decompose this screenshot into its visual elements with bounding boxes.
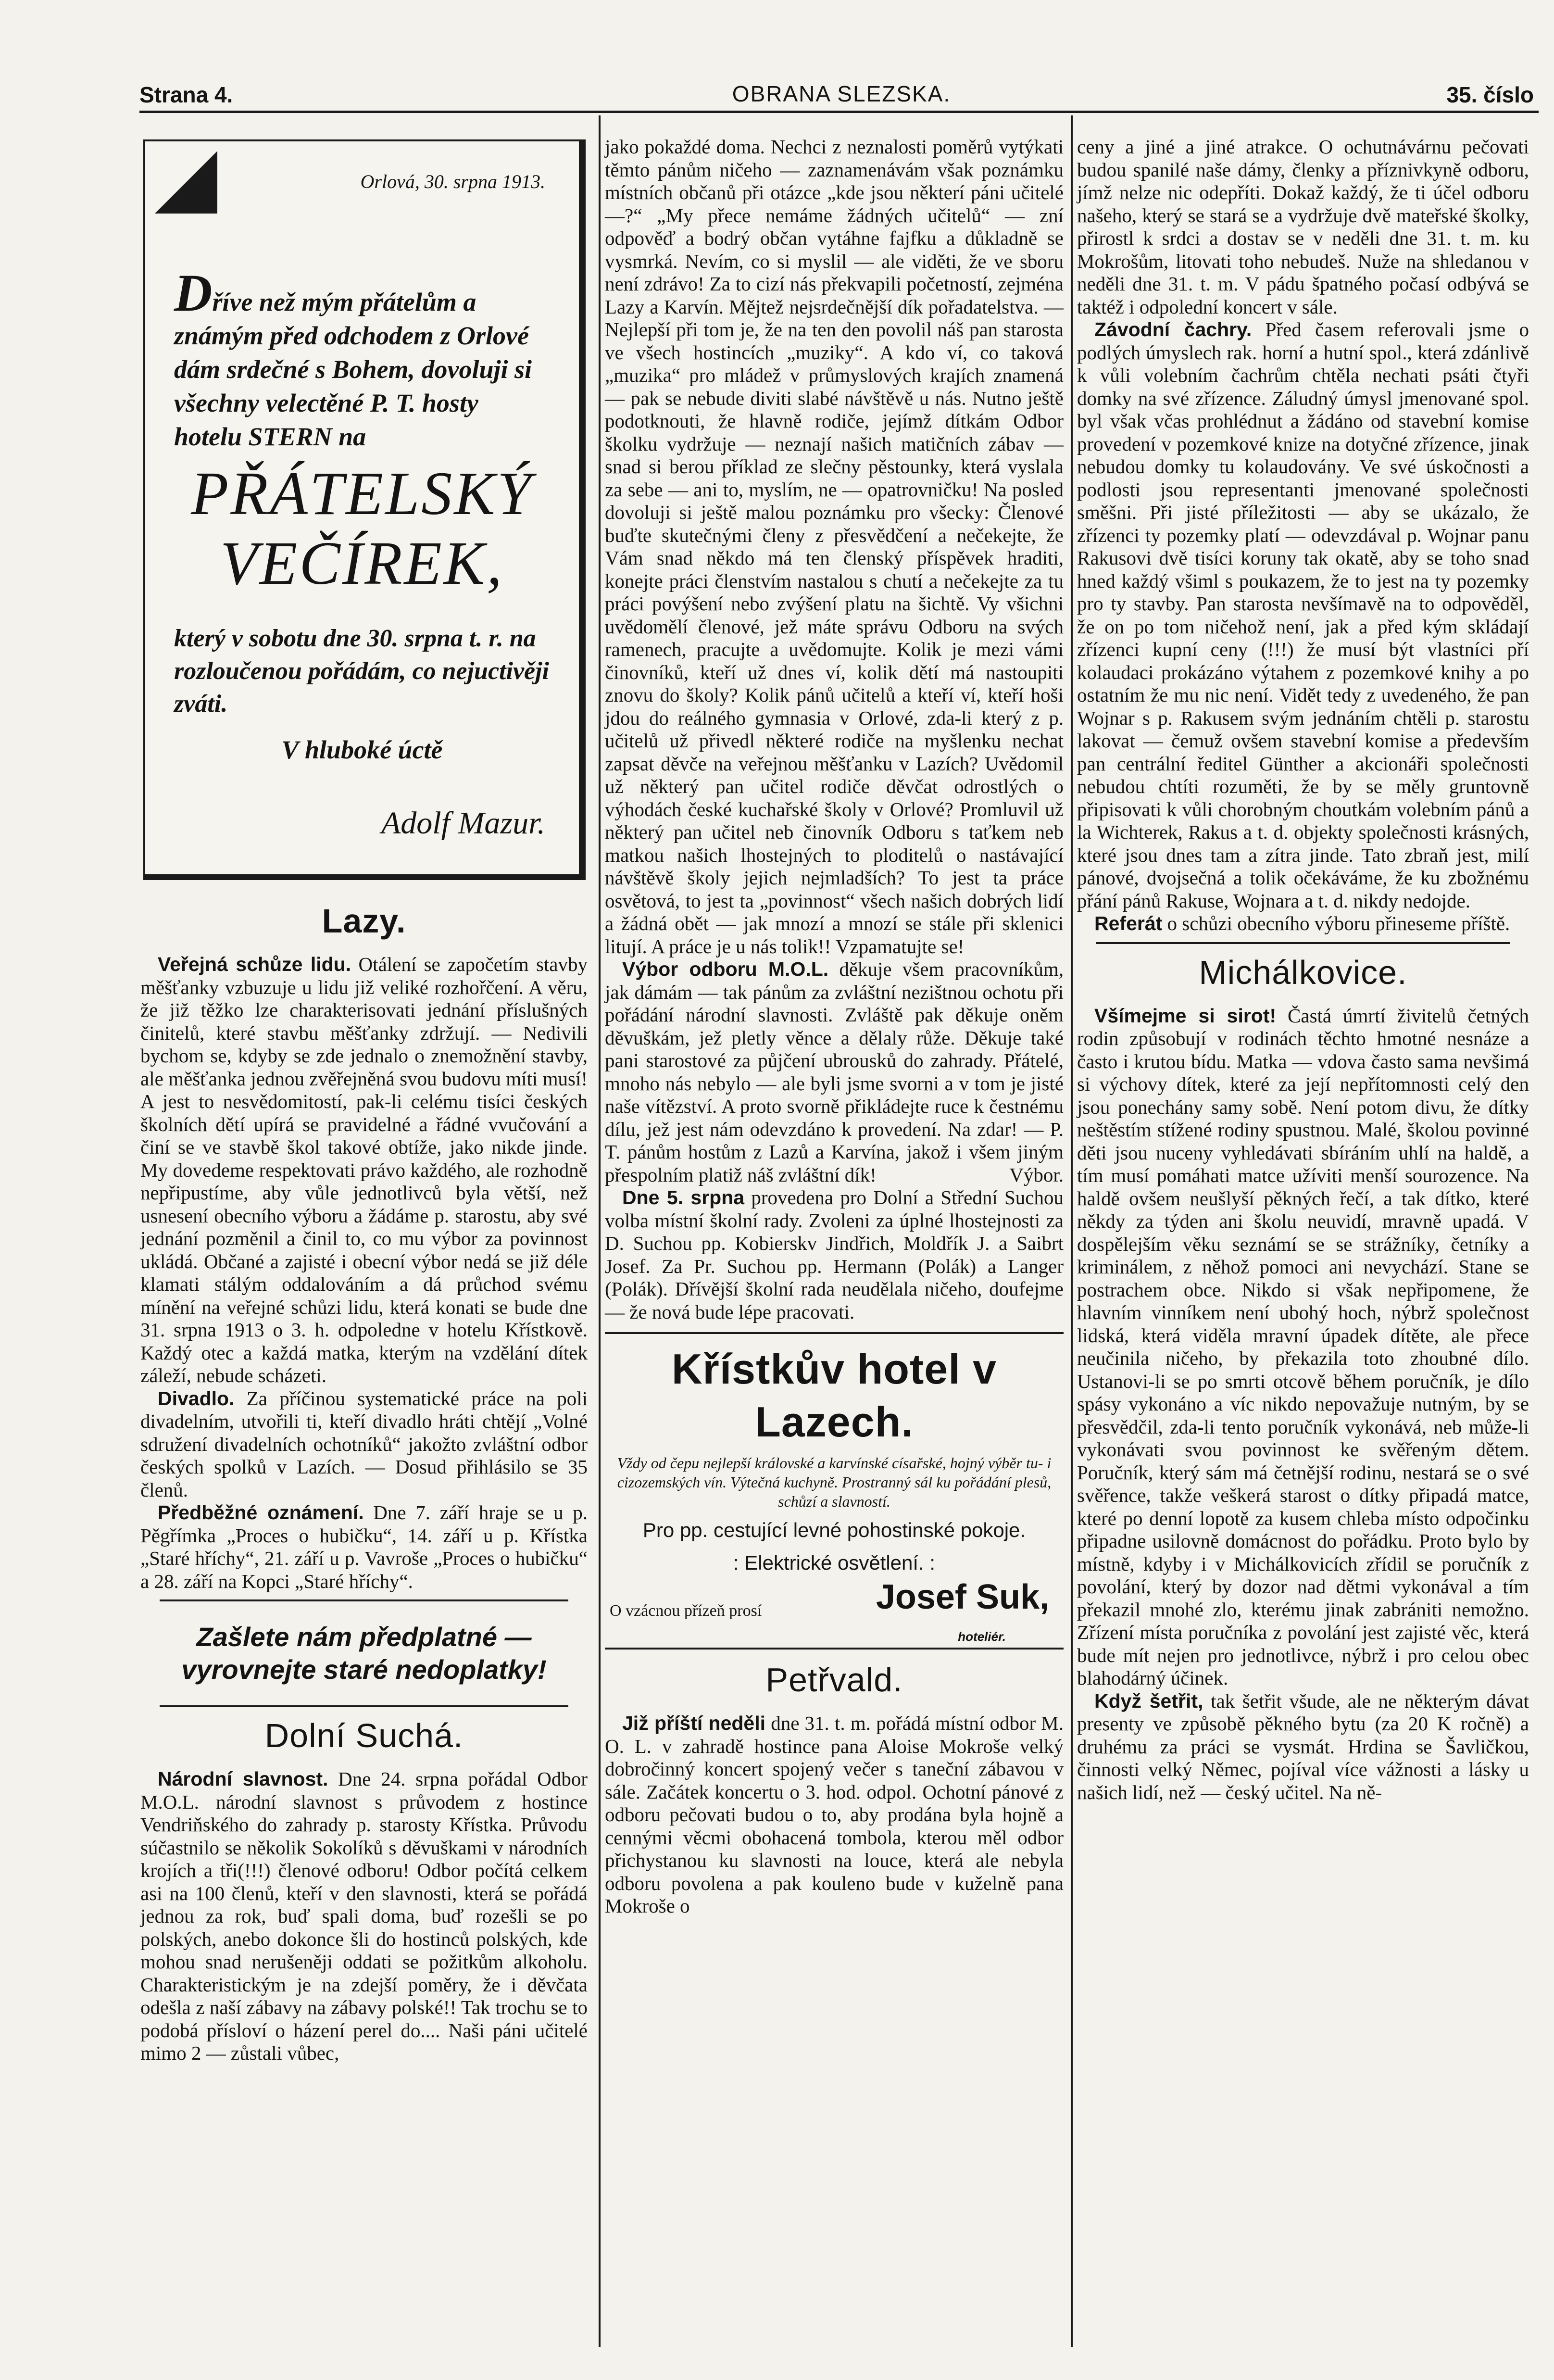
notice-body: který v sobotu dne 30. srpna t. r. na rozloučenou pořádám, co nejuctivěji zváti. xyxy=(174,625,549,718)
text-dolni-slavnost: Dne 24. srpna pořádal Odbor M.O.L. národní slavnost s průvodem z hostince Vendriňského do zahrady p. starosty Křístka. Průvodu súčastnilo se několik Sokolíků s děvuškami v národních krojích a tři(!!!) členové odboru! Odbor počítá celkem asi na 100 členů, kteří v den slavnosti, která se pořádá jednou za rok, buď spali doma, buď rozešli se po polských, anebo dokonce šli do hostinců polských, kde mohou snad nerušeněji oddati se požitkům alkoholu. Charakteristickým je na zdejší poměry, že i děvčata odešla z naší zábavy na zábavy polské!! Tak trochu se to podobá přísloví o házení perel do.... Naši páni učitelé mimo 2 — zůstali vůbec, xyxy=(140,1768,588,2064)
paragraph-vybor-odboru xyxy=(605,958,1064,1186)
paragraph-lazy-divadlo xyxy=(140,1387,588,1502)
lead-lazy-schuze: Veřejná schůze lidu. xyxy=(158,953,351,975)
corner-ornament xyxy=(155,151,217,214)
hotel-rooms: Pro pp. cestující levné pohostinské pokoje. xyxy=(642,1519,1026,1541)
hotel-lighting: : Elektrické osvětlení. : xyxy=(733,1551,936,1574)
page-number: Strana 4. xyxy=(139,82,233,107)
header-rule xyxy=(139,111,1539,113)
lead-volba: Dne 5. srpna xyxy=(622,1186,745,1209)
paragraph-zavodni-cachry xyxy=(1077,318,1529,912)
divider xyxy=(1096,942,1510,944)
text-referat: o schůzi obecního výboru přineseme příště. xyxy=(1167,912,1510,934)
text-volba: provedena pro Dolní a Střední Suchou volba místní školní rady. Zvoleni za úplné lhostejnosti za D. Suchou pp. Kobierskv Jindřich, Moldřík J. a Saibrt Josef. Za Pr. Suchou pp. Hermann (Polák) a Langer (Polák). Dřívější školní rada neudělala ničeho, doufejme — že nová bude lépe pracovati. xyxy=(605,1186,1064,1323)
notice-title-line2: VEČÍREK, xyxy=(220,529,504,597)
text-siroty: Častá úmrtí živitelů četných rodin způsobují v rodinách těchto hmotné nesnáze a často i krutou bídu. Matka — vdova často sama nevšimá si výchovy dítek, které za její nepřítomnosti celý den jsou ponechány samy sobě. Není potom divu, že dítky neštěstím stížené rodiny spustnou. Malé, školou povinné děti jsou nuceny vyhledávati sbíráním uhlí na haldě, a tím musí pomáhati matce užíviti menší sourozence. Na haldě ovšem neušlyší pěkných řečí, a tak dítko, které někdy za týden ani školu neuvidí, mravně upadá. V dospělejším věku seznámí se se strážníky, četníky a kriminálem, z něhož pomoci ani nevychází. Stane se postrachem obce. Nikdo si však nepřipomene, že hlavním vinníkem není ubohý hoch, nýbrž společnost lidská, která viděla mravní úpadek dítěte, ale přece neučinila ničeho, by překazila toto zhoubné dílo. Ustanovi-li se po smrti otcově během poručník, je dílo spásy vykonáno a víc nikdo nepovažuje nutným, by se přesvědčil, zda-li tento poručník vykonává, neb může-li vykonávati svou povinnost ke svěřeným dětem. Poručník, který sám má četnější rodinu, nestará se o své svěřence, takže veškerá starost o dítky připadá matce, které po denní lopotě za kusem chleba místo odpočinku připadne usilovně domácnost do pořádku. Proto bylo by místně, kdyby i v Michálkovicích zřídil se poručník z povolání, který by dozor nad dětmi vykonával a tím překazil mnohé zlo, kterému jinak zabrániti nemožno. Zřízení místa poručníka z povolání jest zajisté věc, která bude mít nejen pro jednotlivce, nýbrž i pro celou obec blahodárný účinek. xyxy=(1077,1004,1529,1689)
paragraph-siroty xyxy=(1077,1005,1529,1690)
paragraph-referat xyxy=(1077,912,1529,935)
page-header xyxy=(139,72,1543,111)
hotel-role: hoteliér. xyxy=(958,1629,1006,1644)
paragraph-continuation: jako pokaždé doma. Nechci z neznalosti poměrů vytýkati těmto pánům ničeho — zaznamenávám však poznámku místních občanů při otázce „kde jsou některí páni učitelé —?“ „My přece nemáme žádných učitelů“ — zní odpověď a bodrý občan vytáhne fajfku a důkladně se vysmrká. Nevím, co si myslil — ale viděti, že ve sboru není zdrávo! Za to cizí nás překvapili početností, zejména Lazy a Karvín. Mějtež nejsrdečnější dík pořadatelstva. — Nejlepší při tom je, že na ten den povolil náš pan starosta ve všech hostincích „muziky“. A kdo ví, co taková „muzika“ pro mládež v průmyslových krajích znamená — pak se nebude diviti slabé návštěvě u nás. Nutno ještě podotknouti, že hlavně rodiče, jejímž dítkám Odbor školku vydržuje — neznají našich matičních zábav — snad si berou příklad ze slečny pěstounky, která vyslala za sebe — ani to, myslím, ne — opatrovničku! Na posled dovoluji si ještě malou poznámku pro všecky: Členové buďte skutečnými členy z přesvědčení a nečekejte, že Vám snad někdo má ten členský příspěvek hraditi, konejte práci členstvím nastalou s chutí a nečekejte za tu práci povýšení nebo zvýšení platu na šichtě. Vy všichni uvědomělí členové, jež máte správu Odboru na svých ramenech, pracujte a uvědomujte. Kolik je mezi vámi činovníků, kteří už dnes ví, kolik dětí má nastoupiti znovu do školy? Kolik pánů učitelů a kteří ví, kteří hoši jdou do reálného gymnasia v Orlové, zda-li který z p. učitelů už přivedl některé rodiče na myšlenku nechat zapsat děvče na veřejnou měšťanku v Lazích? Uvědomil už některý pan učitel rodiče děvčat odrostlých o výhodách české kuchařské školy v Orlové? Promluvil už některý pan učitel neb činovník Odboru s taťkem neb matkou našich lhostejných to ploditelů o nastávající návštěvě školy jejich nejmladších? To jest ta práce osvětová, to jest ta „povinnost“ všech našich dobrých lidí a žádná obět — jak mnozí a mnozí se stále při sklenici litují. A práce je u nás tolik!! Vzpamatujte se! xyxy=(605,136,1064,957)
section-heading-petrvald: Petřvald. xyxy=(765,1661,903,1699)
column-1 xyxy=(140,894,588,2065)
hotel-advertisement xyxy=(605,1343,1064,1644)
notice-closing: V hluboké úctě xyxy=(281,735,443,764)
section-heading-lazy: Lazy. xyxy=(322,902,406,940)
text-setrit: tak šetřit všude, ale ne některým dávat presenty ve způsobě pěkného bytu (za 20 K ročně) a druhému za práci se vysmát. Hrdina se Šavličkou, činnosti velký Němec, pojíval více vážnosti a lásky u našich lidí, než — český učitel. Na ně- xyxy=(1077,1689,1529,1803)
hotel-title: Křístkův hotel v Lazech. xyxy=(671,1345,997,1446)
paragraph-volba xyxy=(605,1186,1064,1323)
divider xyxy=(160,1599,568,1601)
paragraph-dolni-slavnost xyxy=(140,1768,588,2065)
hotel-greeting: O vzácnou přízeň prosí xyxy=(610,1602,762,1620)
lead-setrit: Když šetřit, xyxy=(1094,1689,1203,1712)
lead-referat: Referát xyxy=(1094,912,1163,934)
text-vybor-odboru: děkuje všem pracovníkům, jak dámám — tak pánům za zvláštní nezištnou ochotu při pořádání národní slavnosti. Zvláště pak děkuje oněm děvuškám, jež pletly věnce a dělaly růže. Děkuje také pani starostové za půjčení ubrousků do zahrady. Přátelé, mnoho nás nebylo — ale byli jsme svorni a v tom je jisté naše vítězství. A proto svorně přikládejte ruce k čestnému dílu, jež jest nám odevzdáno k provedení. Na zdar! — P. T. pánům hostům z Lazů a Karvína, jakož i všem jiným přespolním platiž náš zvláštní dík! xyxy=(605,958,1064,1186)
lead-lazy-oznameni: Předběžné oznámení. xyxy=(158,1501,364,1524)
lead-zavodni-cachry: Závodní čachry. xyxy=(1094,318,1252,340)
notice-signature: Adolf Mazur. xyxy=(381,806,545,841)
divider xyxy=(605,1332,1064,1334)
paragraph-setrit xyxy=(1077,1690,1529,1804)
text-lazy-oznameni: Dne 7. září hraje se u p. Pěgřímka „Proces o hubičku“, 14. září u p. Křístka „Staré hříchy“, 21. září u p. Vavroše „Proces o hubičku“ a 28. září na Kopci „Staré hříchy“. xyxy=(140,1501,588,1592)
hotel-signature-row xyxy=(605,1578,1064,1644)
lead-vybor-odboru: Výbor odboru M.O.L. xyxy=(622,958,829,980)
notice-intro-text: říve než mým přátelům a známým před odchodem z Orlové dám srdečné s Bohem, dovoluji si všechny velectěné P. T. hosty hotelu STERN na xyxy=(174,288,532,451)
section-heading-michalkovice: Michálkovice. xyxy=(1199,953,1407,991)
notice-title xyxy=(145,459,579,598)
paragraph-petrvald xyxy=(605,1712,1064,1918)
paragraph-lazy-oznameni xyxy=(140,1501,588,1593)
paragraph-lazy-schuze xyxy=(140,953,588,1387)
notice-title-line1: PŘÁTELSKÝ xyxy=(191,459,533,528)
notice-date: Orlová, 30. srpna 1913. xyxy=(360,171,545,192)
paragraph-continuation-3: ceny a jiné a jiné atrakce. O ochutnávárnu pečovati budou spanilé naše dámy, členky a příznivkyně odboru, jímž nelze nic odepříti. Dokaž každý, že ti účel odboru našeho, který se stará se a vydržuje dvě mateřské školky, přirostl k srdci a dostav se v neděli dne 31. t. m. ku Mokrošům, litovati toho nebudeš. Nuže na shledanou v neděli dne 31. t. m. V pádu špatného počasí odbývá se taktéž i odpolední koncert v sále. xyxy=(1077,136,1529,318)
column-2 xyxy=(605,136,1064,1918)
divider xyxy=(160,1705,568,1707)
invitation-notice xyxy=(143,139,586,880)
lead-lazy-divadlo: Divadlo. xyxy=(158,1387,235,1410)
notice-dropcap: D xyxy=(174,264,213,322)
section-heading-dolni-sucha: Dolní Suchá. xyxy=(264,1717,464,1754)
text-zavodni-cachry: Před časem referovali jsme o podlých úmyslech rak. horní a hutní spol., která zdánlivě k vůli volebním čachrům chtěla nechati psáti čtyři domky na své zřízence. Záludný úmysl jmenované spol. byl však včas prohlédnut a žádáno od stavební komise provedení v pozemkové knize na dotyčné zřízence, jinak nebudou domky tu kolaudovány. Ve své úskočnosti a podlosti jsou representanti jmenované společnosti směšni. Při jisté příležitosti — aby se ukázalo, že zřízenci ty pozemky platí — odevzdával p. Wojnar panu Rakusovi dvě tisíci koruny tak okatě, aby se toho snad hned každý všiml s poukazem, že to jest na ty pozemky pro ty stavby. Pan starosta nevšímavě na to odpověděl, že on po tom ničehož není, jak a před kým skládají zřízenci kupní ceny (!!!) že musí být vlastníci pří kolaudaci prokázáno výtahem z pozemkové knihy a po ostatním že mu nic není. Vidět tedy z uvedeného, že pan Wojnar s p. Rakusem svým jednáním chtěli p. starostu lakovat — čemuž ovšem stavební komise a především pan centrální ředitel Günther a akcionáři společnosti nebudou chtíti rozuměti, že by se měly gruntovně připisovati k vůli chorobným choutkám volebním pánů a la Wichterek, Rakus a t. d. objekty společnosti krásných, které jsou dnes tam a zítra jinde. Tato zbraň jest, milí pánové, dvojsečná a tolik očekáváme, že ku zbožnému přání pánů Rakuse, Wojnara a t. d. nikdy nedojde. xyxy=(1077,318,1529,912)
column-rule-2 xyxy=(1071,115,1073,2347)
lead-petrvald: Již příští neděli xyxy=(622,1712,766,1734)
text-lazy-divadlo: Za příčinou systematické práce na poli divadelním, utvořili ti, kteří divadlo hráti chtějí „Volné sdružení divadelních ochotníků“ jakožto zvláštní odbor českých spolků v Lazích. — Dosud přihlásilo se 35 členů. xyxy=(140,1387,588,1501)
notice-intro xyxy=(174,264,550,453)
newspaper-title: OBRANA SLEZSKA. xyxy=(732,81,951,106)
text-lazy-schuze: Otálení se započetím stavby měšťanky vzbuzuje u lidu již veliké rozhořčení. A věru, že již těžko lze charakterisovati jednání příslušných činitelů, které stavbu měšťanky zdržují. — Nedivili bychom se, kdyby se zde jednalo o znemožnění stavby, ale měšťanka jednou zvěřejněná svou budovu míti musí! A jest to nesvědomitostí, pak-li celému tisíci českých školních dětí upírá se pravidelné a řádné vvučování a činí se ve stavbě škol takové obtíže, jako nikde jinde. My dovedeme respektovati právo každého, ale rozhodně nepřipustíme, aby vůle jednotlivců byla větší, než usnesení obecního výboru a žádáme p. starostu, aby své jednání pozměnil a činil to, co mu výbor za povinnost ukládá. Občané a zajisté i obecní výbor nedá se již déle klamati stálým oddalováním a dá průchod svému mínění na veřejné schůzi lidu, která konati se bude dne 31. srpna 1913 o 3. h. odpoledne v hotelu Křístkově. Každý otec a každá matka, kterým na vzdělání dítek záleží, nebude scházeti. xyxy=(140,953,588,1386)
hotel-signature: Josef Suk, xyxy=(876,1578,1049,1616)
text-petrvald: dne 31. t. m. pořádá místní odbor M. O. L. v zahradě hostince pana Aloise Mokroše velký dobročinný koncert spojený večer s taneční zábavou v sále. Začátek koncertu o 3. hod. odpol. Ochotní pánové z odboru pečovati budou o to, aby prodána byla hojně a cennými věcmi obohacená tombola, kterou měl odbor přichystanou ku slavnosti na louce, která ale nebyla odboru povolena a pak kouleno bude v kuželně pana Mokroše o xyxy=(605,1712,1064,1917)
vybor-signature: Výbor. xyxy=(1009,1163,1064,1186)
column-rule-1 xyxy=(599,115,601,2347)
issue-number: 35. číslo xyxy=(1446,82,1534,107)
hotel-offer: Vždy od čepu nejlepší královské a karvínské císařské, hojný výběr tu- i cizozemských vín. Výtečná kuchyně. Prostranný sál ku pořádání plesů, schůzí a slavností. xyxy=(617,1454,1052,1510)
lead-dolni-slavnost: Národní slavnost. xyxy=(158,1768,328,1790)
column-3 xyxy=(1077,136,1529,1804)
subscription-appeal: Zašlete nám předplatné — vyrovnejte staré nedoplatky! xyxy=(181,1622,547,1685)
lead-siroty: Všímejme si sirot! xyxy=(1094,1004,1277,1027)
